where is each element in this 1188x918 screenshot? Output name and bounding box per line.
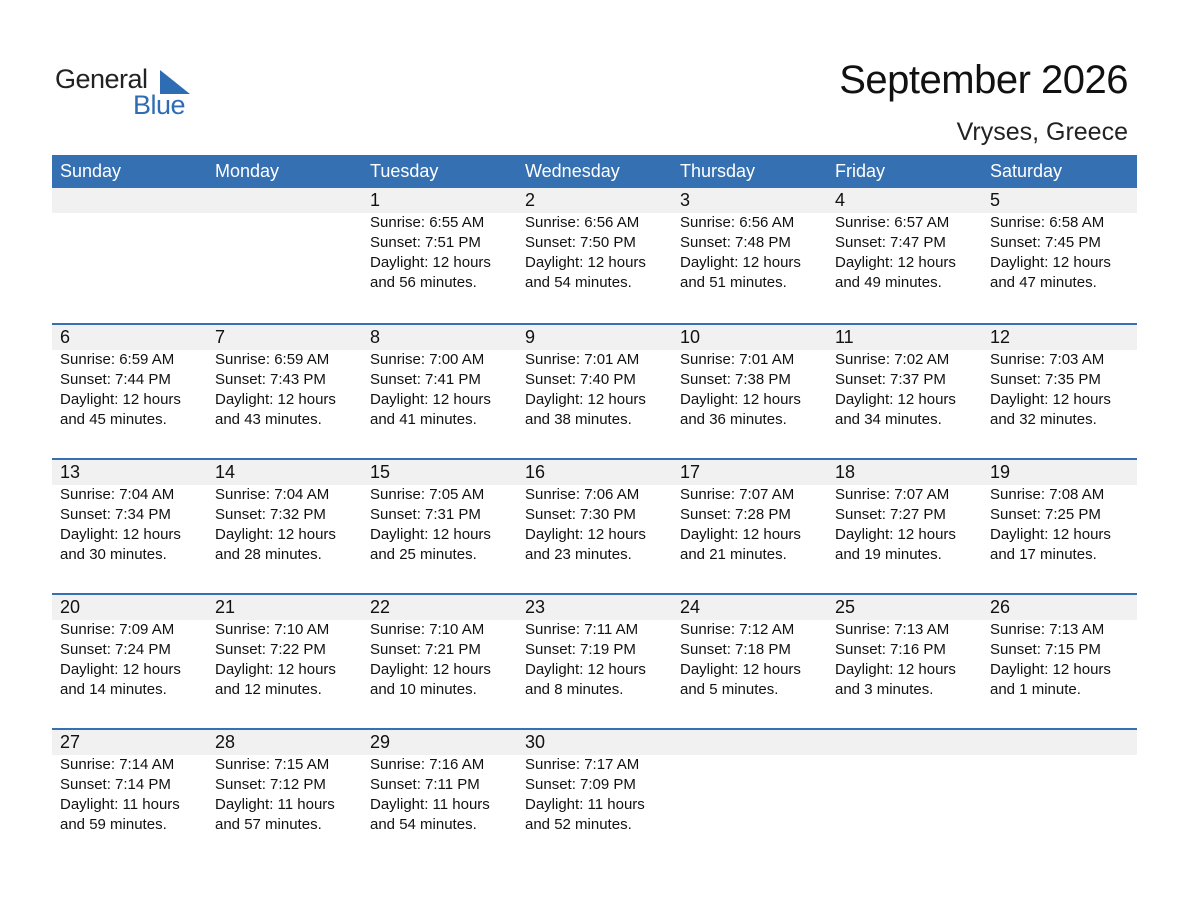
day-number: 2 [525,190,536,210]
daylight-minutes-text: and 43 minutes. [215,411,322,428]
day-cell [982,188,1137,293]
daylight-text: Daylight: 12 hours [680,526,801,543]
day-number: 18 [835,462,856,482]
day-number: 10 [680,327,701,347]
day-cell [207,595,362,700]
sunrise-text: Sunrise: 7:09 AM [60,621,175,638]
location-subtitle: Vryses, Greece [956,118,1128,146]
sunset-text: Sunset: 7:16 PM [835,641,946,658]
day-cell [827,325,982,430]
page-title: September 2026 [839,58,1128,102]
sunrise-text: Sunrise: 7:04 AM [60,486,175,503]
empty-day-cell [982,730,1137,835]
daylight-text: Daylight: 12 hours [835,526,956,543]
day-cell [52,595,207,700]
day-cell [827,595,982,700]
day-cell [982,460,1137,565]
daylight-text: Daylight: 12 hours [835,391,956,408]
daylight-minutes-text: and 52 minutes. [525,816,632,833]
sunrise-text: Sunrise: 7:17 AM [525,756,640,773]
day-number: 19 [990,462,1011,482]
daylight-text: Daylight: 12 hours [60,391,181,408]
daylight-text: Daylight: 12 hours [215,526,336,543]
day-number: 14 [215,462,236,482]
sunset-text: Sunset: 7:31 PM [370,506,481,523]
weekday-header-row [52,155,1137,188]
day-cell [207,460,362,565]
day-number: 6 [60,327,71,347]
weekday-header: Saturday [990,161,1063,181]
sunset-text: Sunset: 7:24 PM [60,641,171,658]
day-cell [52,325,207,430]
sunset-text: Sunset: 7:34 PM [60,506,171,523]
daylight-minutes-text: and 19 minutes. [835,546,942,563]
day-number: 24 [680,597,701,617]
sunrise-text: Sunrise: 6:57 AM [835,214,950,231]
daylight-minutes-text: and 1 minute. [990,681,1081,698]
daylight-text: Daylight: 11 hours [525,796,645,813]
sunset-text: Sunset: 7:09 PM [525,776,636,793]
day-cell [827,188,982,293]
daylight-minutes-text: and 56 minutes. [370,274,477,291]
day-cell [362,730,517,835]
daylight-text: Daylight: 12 hours [370,526,491,543]
sunset-text: Sunset: 7:47 PM [835,234,946,251]
daylight-text: Daylight: 12 hours [370,661,491,678]
sunset-text: Sunset: 7:21 PM [370,641,481,658]
sunrise-text: Sunrise: 6:59 AM [60,351,175,368]
sunrise-text: Sunrise: 7:00 AM [370,351,485,368]
empty-day-cell [827,730,982,835]
day-number: 23 [525,597,546,617]
daylight-minutes-text: and 12 minutes. [215,681,322,698]
sunset-text: Sunset: 7:43 PM [215,371,326,388]
day-number: 5 [990,190,1001,210]
daylight-minutes-text: and 49 minutes. [835,274,942,291]
daylight-minutes-text: and 21 minutes. [680,546,787,563]
day-number: 12 [990,327,1011,347]
day-cell [982,325,1137,430]
day-number: 27 [60,732,81,752]
sunrise-text: Sunrise: 7:12 AM [680,621,795,638]
empty-day-cell [207,188,362,293]
sunrise-text: Sunrise: 7:11 AM [525,621,639,638]
daylight-minutes-text: and 10 minutes. [370,681,477,698]
daylight-text: Daylight: 11 hours [60,796,180,813]
day-number: 22 [370,597,391,617]
daylight-text: Daylight: 12 hours [215,661,336,678]
day-cell [207,730,362,835]
daylight-text: Daylight: 12 hours [370,254,491,271]
sunset-text: Sunset: 7:32 PM [215,506,326,523]
sunrise-text: Sunrise: 7:13 AM [990,621,1105,638]
day-number: 28 [215,732,236,752]
day-number: 8 [370,327,381,347]
sunrise-text: Sunrise: 7:03 AM [990,351,1105,368]
day-cell [672,325,827,430]
empty-day-cell [52,188,207,293]
day-cell [517,325,672,430]
sunset-text: Sunset: 7:41 PM [370,371,481,388]
daylight-minutes-text: and 30 minutes. [60,546,167,563]
day-cell [672,460,827,565]
calendar-grid [52,155,1137,863]
sunrise-text: Sunrise: 7:06 AM [525,486,640,503]
sunset-text: Sunset: 7:38 PM [680,371,791,388]
daylight-minutes-text: and 5 minutes. [680,681,779,698]
week-row [52,593,1137,728]
sunset-text: Sunset: 7:30 PM [525,506,636,523]
day-number: 30 [525,732,546,752]
brand-logo [55,64,205,124]
day-number: 9 [525,327,536,347]
daylight-minutes-text: and 32 minutes. [990,411,1097,428]
sunrise-text: Sunrise: 7:14 AM [60,756,175,773]
weeks-container [52,188,1137,863]
day-number: 1 [370,190,381,210]
sunrise-text: Sunrise: 7:04 AM [215,486,330,503]
sunset-text: Sunset: 7:12 PM [215,776,326,793]
sunset-text: Sunset: 7:22 PM [215,641,326,658]
daylight-text: Daylight: 12 hours [680,391,801,408]
logo-text-general: General [55,64,148,94]
sunrise-text: Sunrise: 6:56 AM [525,214,640,231]
sunrise-text: Sunrise: 7:13 AM [835,621,950,638]
daylight-text: Daylight: 12 hours [990,254,1111,271]
daylight-text: Daylight: 12 hours [680,661,801,678]
sunrise-text: Sunrise: 7:08 AM [990,486,1105,503]
daylight-text: Daylight: 12 hours [990,526,1111,543]
sunset-text: Sunset: 7:14 PM [60,776,171,793]
daylight-text: Daylight: 12 hours [60,526,181,543]
daylight-minutes-text: and 14 minutes. [60,681,167,698]
daylight-text: Daylight: 11 hours [370,796,490,813]
sunset-text: Sunset: 7:40 PM [525,371,636,388]
logo-text-blue: Blue [133,90,186,120]
day-cell [52,460,207,565]
day-number: 7 [215,327,226,347]
weekday-header: Friday [835,161,886,181]
daylight-minutes-text: and 47 minutes. [990,274,1097,291]
day-number: 16 [525,462,546,482]
sunrise-text: Sunrise: 7:07 AM [680,486,795,503]
day-cell [517,730,672,835]
sunrise-text: Sunrise: 7:10 AM [370,621,485,638]
sunset-text: Sunset: 7:15 PM [990,641,1101,658]
day-cell [982,595,1137,700]
sunrise-text: Sunrise: 7:10 AM [215,621,330,638]
weekday-header: Tuesday [370,161,439,181]
daylight-text: Daylight: 12 hours [370,391,491,408]
sunset-text: Sunset: 7:18 PM [680,641,791,658]
weekday-header: Monday [215,161,280,181]
sunrise-text: Sunrise: 7:15 AM [215,756,330,773]
week-row [52,728,1137,863]
daylight-text: Daylight: 12 hours [835,661,956,678]
sunset-text: Sunset: 7:27 PM [835,506,946,523]
daylight-minutes-text: and 3 minutes. [835,681,934,698]
daylight-text: Daylight: 12 hours [525,391,646,408]
daylight-minutes-text: and 54 minutes. [525,274,632,291]
day-cell [362,325,517,430]
daylight-minutes-text: and 34 minutes. [835,411,942,428]
day-number: 3 [680,190,691,210]
daylight-minutes-text: and 8 minutes. [525,681,624,698]
sunset-text: Sunset: 7:25 PM [990,506,1101,523]
day-number: 17 [680,462,701,482]
sunset-text: Sunset: 7:50 PM [525,234,636,251]
sunset-text: Sunset: 7:28 PM [680,506,791,523]
day-number: 15 [370,462,391,482]
daylight-text: Daylight: 12 hours [680,254,801,271]
sunset-text: Sunset: 7:44 PM [60,371,171,388]
day-number: 4 [835,190,846,210]
daylight-minutes-text: and 41 minutes. [370,411,477,428]
day-cell [362,460,517,565]
week-row [52,323,1137,458]
sunrise-text: Sunrise: 6:59 AM [215,351,330,368]
daylight-minutes-text: and 28 minutes. [215,546,322,563]
daylight-minutes-text: and 51 minutes. [680,274,787,291]
day-number: 25 [835,597,856,617]
day-cell [362,188,517,293]
daylight-minutes-text: and 38 minutes. [525,411,632,428]
daylight-text: Daylight: 12 hours [525,526,646,543]
sunset-text: Sunset: 7:48 PM [680,234,791,251]
day-cell [517,460,672,565]
sunset-text: Sunset: 7:37 PM [835,371,946,388]
daylight-minutes-text: and 25 minutes. [370,546,477,563]
week-row [52,188,1137,323]
daylight-text: Daylight: 12 hours [525,254,646,271]
sunrise-text: Sunrise: 7:05 AM [370,486,485,503]
day-cell [827,460,982,565]
day-cell [517,595,672,700]
sunset-text: Sunset: 7:45 PM [990,234,1101,251]
sunrise-text: Sunrise: 6:56 AM [680,214,795,231]
day-cell [52,730,207,835]
day-number: 20 [60,597,81,617]
daylight-text: Daylight: 12 hours [60,661,181,678]
week-row [52,458,1137,593]
sunrise-text: Sunrise: 7:07 AM [835,486,950,503]
day-number: 26 [990,597,1011,617]
sunset-text: Sunset: 7:19 PM [525,641,636,658]
daylight-text: Daylight: 12 hours [215,391,336,408]
weekday-header: Sunday [60,161,122,181]
daylight-minutes-text: and 57 minutes. [215,816,322,833]
day-cell [517,188,672,293]
daylight-minutes-text: and 54 minutes. [370,816,477,833]
day-number: 29 [370,732,391,752]
sunset-text: Sunset: 7:11 PM [370,776,480,793]
day-number: 21 [215,597,236,617]
sunrise-text: Sunrise: 6:55 AM [370,214,485,231]
sunset-text: Sunset: 7:51 PM [370,234,481,251]
sunrise-text: Sunrise: 7:16 AM [370,756,485,773]
day-cell [362,595,517,700]
daylight-text: Daylight: 12 hours [835,254,956,271]
daylight-text: Daylight: 11 hours [215,796,335,813]
sunrise-text: Sunrise: 7:01 AM [525,351,640,368]
day-cell [672,595,827,700]
empty-day-cell [672,730,827,835]
day-cell [672,188,827,293]
daylight-text: Daylight: 12 hours [525,661,646,678]
sunset-text: Sunset: 7:35 PM [990,371,1101,388]
day-number: 11 [835,327,854,347]
daylight-minutes-text: and 23 minutes. [525,546,632,563]
daylight-text: Daylight: 12 hours [990,661,1111,678]
daylight-minutes-text: and 17 minutes. [990,546,1097,563]
daylight-text: Daylight: 12 hours [990,391,1111,408]
daylight-minutes-text: and 59 minutes. [60,816,167,833]
daylight-minutes-text: and 36 minutes. [680,411,787,428]
weekday-header: Wednesday [525,161,620,181]
day-cell [207,325,362,430]
weekday-header: Thursday [680,161,756,181]
day-number: 13 [60,462,81,482]
sunrise-text: Sunrise: 6:58 AM [990,214,1105,231]
sunrise-text: Sunrise: 7:02 AM [835,351,950,368]
sunrise-text: Sunrise: 7:01 AM [680,351,795,368]
daylight-minutes-text: and 45 minutes. [60,411,167,428]
